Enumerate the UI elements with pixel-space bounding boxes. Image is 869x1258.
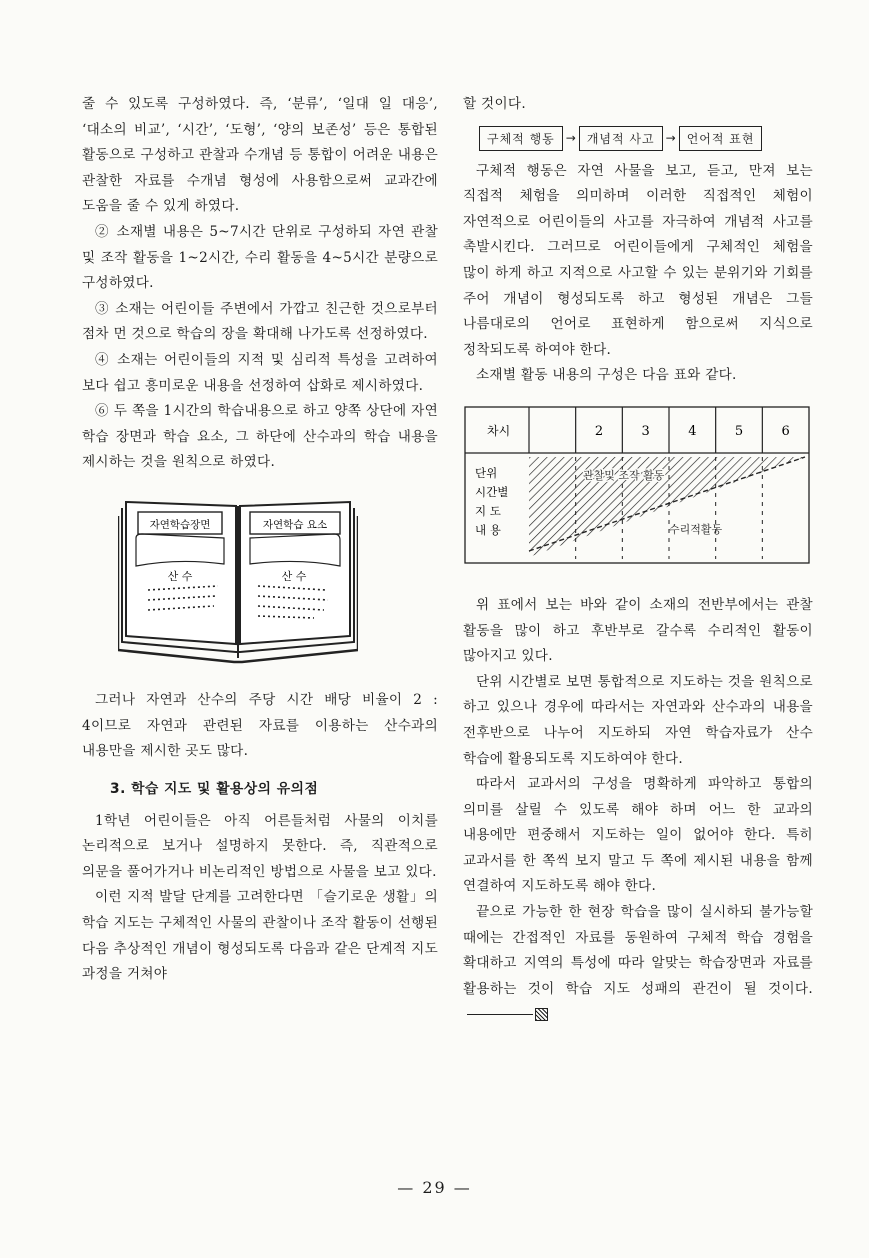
activity-chart <box>463 405 813 569</box>
chart-series-label: 관찰및 조작 활동 <box>583 468 665 482</box>
chart-series-label: 수리적활동 <box>669 522 723 536</box>
paragraph: ④ 소재는 어린이들의 지적 및 심리적 특성을 고려하여 보다 쉽고 흥미로운 내용을 선정하여 삽화로 제시하였다. <box>82 351 438 394</box>
paragraph: ③ 소재는 어린이들 주변에서 가깝고 친근한 것으로부터 점차 먼 것으로 학습의 장을 확대해 나가도록 선정하였다. <box>82 300 438 343</box>
book-right-sub: 산 수 <box>281 569 307 583</box>
chart-row-label: 시간별 <box>475 484 509 499</box>
chart-tick-label: 3 <box>641 423 650 439</box>
paragraph: 이런 지적 발달 단계를 고려한다면 「슬기로운 생활」의 학습 지도는 구체적인 사물의 관찰이나 조작 활동이 선행된 다음 추상적인 개념이 형성되도록 다음과 같은 단계적 지도 과정을 거쳐야 <box>82 889 438 983</box>
end-mark-icon <box>535 1008 548 1021</box>
paragraph-text: 끝으로 가능한 한 현장 학습을 많이 실시하되 불가능할 때에는 간접적인 자료를 동원하여 구체적 학습 경험을 확대하고 지역의 특성에 따라 알맞는 학습장면과 자료를 활용하는 것이 학습 지도 성패의 관건이 될 것이다. <box>463 904 813 997</box>
book-left-sub: 산 수 <box>167 569 193 583</box>
end-rule <box>467 1014 533 1015</box>
book-left-label: 자연학습장면 <box>149 518 211 531</box>
chart-row-label: 단위 <box>475 465 498 480</box>
paragraph: ⑥ 두 쪽을 1시간의 학습내용으로 하고 양쪽 상단에 자연 학습 장면과 학습 요소, 그 하단에 산수과의 학습 내용을 제시하는 것을 원칙으로 하였다. <box>82 403 438 471</box>
chart-row-label: 지 도 <box>475 503 501 518</box>
chart-tick-label: 4 <box>688 423 697 439</box>
flow-step-2: 개념적 사고 <box>579 126 663 151</box>
paragraph: 단위 시간별로 보면 통합적으로 지도하는 것을 원칙으로 하고 있으나 경우에 따라서는 자연과와 산수과의 내용을 전후반으로 나누어 지도하되 자연 학습자료가 산수 학습에 활용되도록 지도하여야 한다. <box>463 673 813 767</box>
paragraph: 소재별 활동 내용의 구성은 다음 표와 같다. <box>476 367 737 384</box>
chart-tick-label: 6 <box>781 423 790 439</box>
left-column <box>82 92 438 988</box>
section-heading: 3. 학습 지도 및 활용상의 유의점 <box>110 780 319 797</box>
page-number: — 29 — <box>397 1178 472 1197</box>
chart-header-label: 차시 <box>487 423 511 438</box>
flow-step-1: 구체적 행동 <box>479 126 563 151</box>
chart-tick-label: 2 <box>594 423 604 439</box>
book-illustration <box>118 494 438 670</box>
flow-step-3: 언어적 표현 <box>679 126 763 151</box>
paragraph <box>463 900 813 1028</box>
right-column <box>463 92 813 1028</box>
arrow-right-icon: → <box>565 131 576 146</box>
process-flow <box>479 126 813 151</box>
chart-tick-label: 5 <box>734 423 744 439</box>
chart-row-label: 내 용 <box>475 522 501 537</box>
paragraph: 그러나 자연과 산수의 주당 시간 배당 비율이 2 : 4이므로 자연과 관련된 자료를 이용하는 산수과의 내용만을 제시한 곳도 많다. <box>82 691 438 760</box>
paragraph: 줄 수 있도록 구성하였다. 즉, ‘분류’, ‘일대 일 대응’, ‘대소의 비교’, ‘시간’, ‘도형’, ‘양의 보존성’ 등은 통합된 활동으로 구성하고 관찰과 수개념 등 통합이 어려운 내용은 관찰한 자료를 수개념 형성에 사용함으로써 교과간에 도움을 줄 수 있게 하였다. <box>82 96 438 215</box>
paragraph: 1학년 어린이들은 아직 어른들처럼 사물의 이치를 논리적으로 보거나 설명하지 못한다. 즉, 직관적으로 의문을 풀어가거나 비논리적인 방법으로 사물을 보고 있다. <box>82 812 438 880</box>
book-right-label: 자연학습 요소 <box>262 518 328 531</box>
paragraph: 따라서 교과서의 구성을 명확하게 파악하고 통합의 의미를 살릴 수 있도록 해야 하며 어느 한 교과의 내용에만 편중해서 지도하는 일이 없어야 한다. 특히 교과서를 한 쪽씩 보지 말고 두 쪽에 제시된 내용을 함께 연결하여 지도하도록 해야 한다. <box>463 776 813 895</box>
paragraph: 위 표에서 보는 바와 같이 소재의 전반부에서는 관찰 활동을 많이 하고 후반부로 갈수록 수리적인 활동이 많아지고 있다. <box>463 596 813 665</box>
chart-area-hatched <box>529 457 805 557</box>
paragraph: 할 것이다. <box>463 96 526 112</box>
paragraph: 구체적 행동은 자연 사물을 보고, 듣고, 만져 보는 직접적 체험을 의미하며 이러한 직접적인 체험이 자연적으로 어린이들의 사고를 자극하여 개념적 사고를 촉발시킨다. 그러므로 어린이들에게 구체적인 체험을 많이 하게 하고 지적으로 사고할 수 있는 분위기와 기회를 주어 개념이 형성되도록 하고 형성된 개념은 그들 나름대로의 언어로 표현하게 함으로써 지식으로 정착되도록 하여야 한다. <box>463 162 813 358</box>
paragraph: ② 소재별 내용은 5~7시간 단위로 구성하되 자연 관찰 및 조작 활동을 1~2시간, 수리 활동을 4~5시간 분량으로 구성하였다. <box>82 223 438 292</box>
arrow-right-icon: → <box>665 131 676 146</box>
